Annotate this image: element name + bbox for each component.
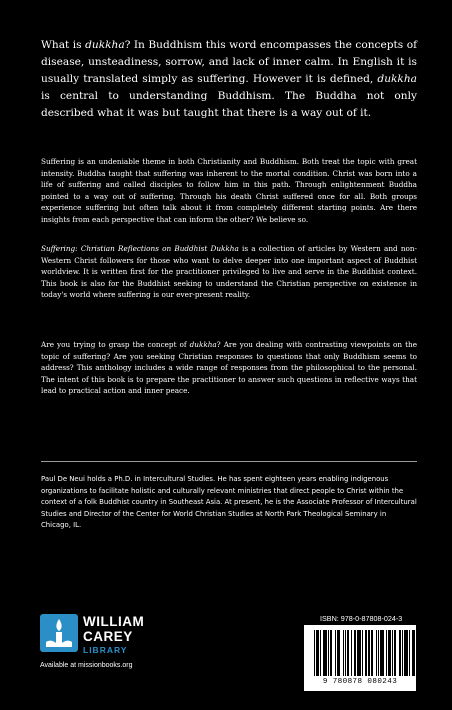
barcode-bar — [357, 630, 359, 676]
barcode-bar — [392, 630, 393, 676]
body-paragraph-2 — [41, 243, 417, 301]
publisher-logo — [40, 612, 160, 664]
barcode-bar — [369, 630, 370, 676]
barcode-bar — [331, 630, 332, 676]
body-text: Are you trying to grasp the concept of — [41, 340, 190, 349]
barcode-bar — [355, 630, 356, 676]
lead-term: dukkha — [377, 73, 417, 85]
barcode-bar — [413, 630, 415, 676]
barcode-bar — [395, 630, 396, 676]
author-bio: Paul De Neui holds a Ph.D. in Intercultural Studies. He has spent eighteen years enabling indigenous organizations to facilitate holistic and culturally relevant ministries that direct people to Christ within the context of a folk Buddhist country in Southeast Asia. At present, he is the Associate Professor of Intercultural Studies and Director of the Center for World Christian Studies at North Park Theological Seminary in Chicago, IL. — [41, 475, 417, 530]
barcode-bar — [324, 630, 325, 676]
lead-text: ? In Buddhism this word encompasses the concepts of disease, unsteadiness, sorrow, and lack of inner calm. In English it is usually translated simply as suffering. However it is defined, — [41, 39, 417, 85]
barcode-bar — [317, 630, 319, 676]
barcode-bar — [320, 630, 321, 676]
barcode — [304, 625, 416, 691]
barcode-bar — [400, 630, 401, 676]
body-paragraph-3 — [41, 339, 417, 397]
barcode-bar — [337, 630, 338, 676]
barcode-bar — [335, 630, 336, 676]
barcode-bar — [365, 630, 367, 676]
barcode-bar — [388, 630, 389, 676]
barcode-bar — [348, 630, 349, 676]
barcode-bar — [354, 630, 355, 676]
barcode-bar — [330, 630, 331, 676]
barcode-bar — [339, 630, 340, 676]
barcode-bar — [360, 630, 361, 676]
lead-term: dukkha — [85, 39, 125, 51]
barcode-bar — [359, 630, 360, 676]
body-text: ? Are you dealing with contrasting viewpoints on the topic of suffering? Are you seeking Christian responses to questions that only Buddhism seems to address? This anthology includes a wide range of responses from the philosophical to the personal. The intent of this book is to prepare the practitioner to answer such questions in reflective ways that lead to practical action and inner peace. — [41, 340, 418, 396]
book-title: Suffering: Christian Reflections on Buddhist Dukkha — [41, 244, 239, 253]
barcode-bar — [386, 630, 387, 676]
isbn-label: ISBN: 978-0-87808-024-3 — [320, 614, 403, 623]
lead-text: What is — [41, 39, 86, 51]
barcode-bar — [389, 630, 391, 676]
lead-text: is central to understanding Buddhism. The Buddha not only described what it was but taught that there is a way out of it. — [41, 90, 417, 119]
barcode-bar — [314, 630, 315, 676]
barcode-bar — [325, 630, 327, 676]
barcode-bar — [412, 630, 413, 676]
barcode-bar — [380, 630, 381, 676]
logo-word-william: WILLIAM — [83, 614, 145, 629]
barcode-bar — [383, 630, 384, 676]
barcode-bar — [402, 630, 403, 676]
logo-word-library: LIBRARY — [83, 645, 128, 655]
barcode-digits: 9 780878 080243 — [322, 678, 398, 686]
barcode-bar — [371, 630, 372, 676]
barcode-bar — [343, 630, 344, 676]
barcode-bar — [378, 630, 379, 676]
barcode-bar — [347, 630, 348, 676]
divider — [41, 461, 417, 462]
body-paragraph-1: Suffering is an undeniable theme in both Christianity and Buddhism. Both treat the topic with great intensity. Buddha taught that suffering was inherent to the mortal condition. Christ was born into a life of suffering and called disciples to follow him in this path. Through enlightenment Buddha pointed to a way out of suffering. Through his death Christ suffered once for all. Both groups experience suffering but often talk about it from completely different starting points. Are there insights from each perspective that can inform the other? We believe so. — [41, 157, 417, 224]
barcode-bar — [372, 630, 373, 676]
barcode-bar — [362, 630, 363, 676]
lead-paragraph — [41, 37, 417, 122]
barcode-bar — [407, 630, 408, 676]
candle-icon — [40, 614, 78, 652]
body-text: is a collection of articles by Western and non-Western Christ followers for those who want to delve deeper into one important aspect of Buddhist worldview. It is written first for the practitioner privileged to live and serve in the Buddhist context. This book is also for the Buddhist seeking to understand the Christian perspective on existence in today's world where suffering is our ever-present reality. — [41, 244, 418, 300]
barcode-bar — [338, 630, 339, 676]
barcode-bar — [399, 630, 400, 676]
barcode-bar — [323, 630, 324, 676]
barcode-bar — [351, 630, 352, 676]
barcode-bar — [381, 630, 383, 676]
body-term: dukkha — [189, 340, 217, 349]
barcode-bar — [404, 630, 405, 676]
barcode-bar — [405, 630, 407, 676]
logo-word-carey: CAREY — [83, 629, 133, 644]
barcode-bar — [316, 630, 317, 676]
barcode-bar — [368, 630, 369, 676]
barcode-bar — [345, 630, 346, 676]
barcode-bar — [328, 630, 329, 676]
barcode-bar — [376, 630, 377, 676]
publisher-tagline: Available at missionbooks.org — [40, 662, 133, 669]
barcode-bar — [394, 630, 395, 676]
barcode-bar — [409, 630, 410, 676]
